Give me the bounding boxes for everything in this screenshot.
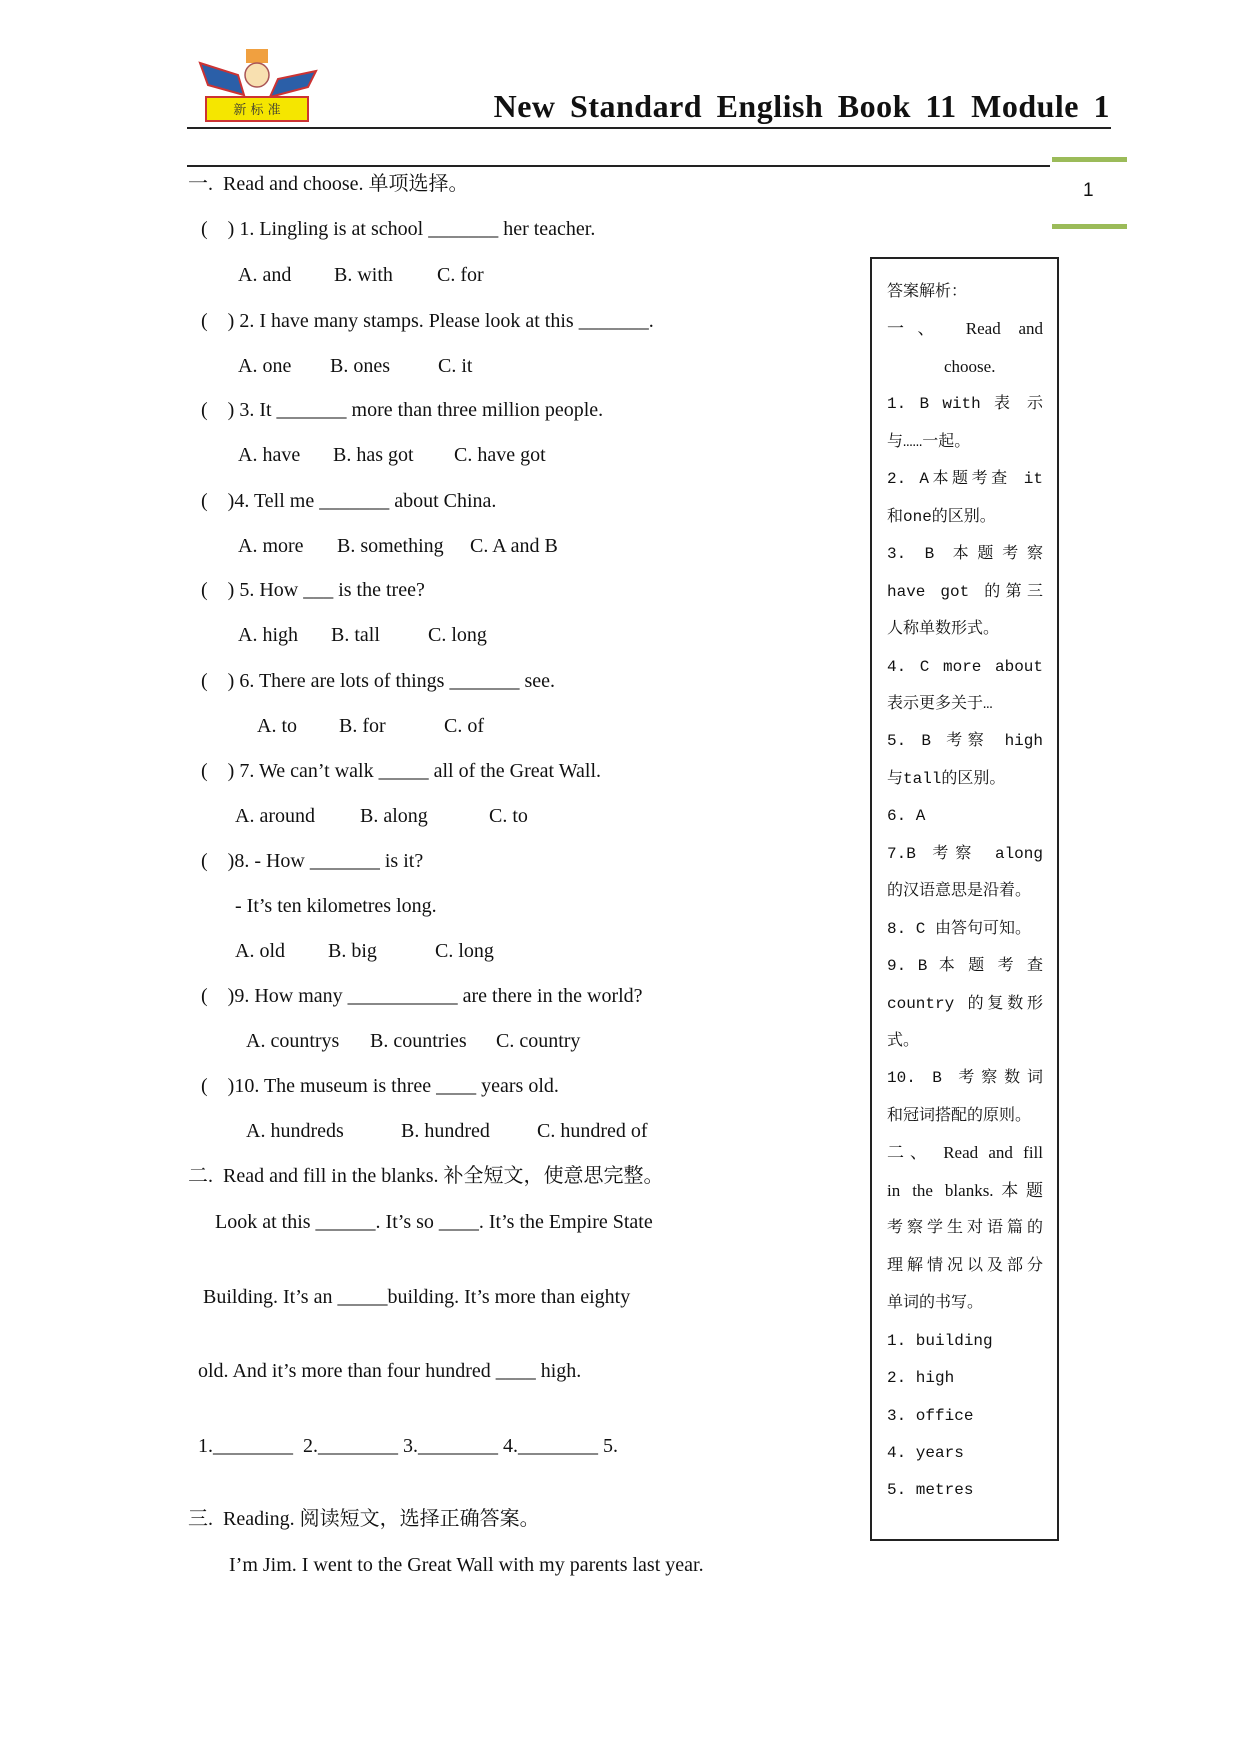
question-6-option-b: B. for bbox=[339, 715, 386, 737]
question-3-option-b: B. has got bbox=[333, 444, 414, 466]
answer-line: 和one的区别。 bbox=[887, 508, 996, 526]
answer-line: 单词的书写。 bbox=[887, 1294, 984, 1312]
question-9-option-a: A. countrys bbox=[246, 1030, 340, 1052]
question-8-option-b: B. big bbox=[328, 940, 377, 962]
passage-line: Look at this ______. It’s so ____. It’s the Empire State bbox=[215, 1211, 653, 1233]
question-1-option-c: C. for bbox=[437, 264, 484, 286]
header-divider bbox=[187, 127, 1111, 129]
answer-line: 4. years bbox=[887, 1444, 964, 1462]
answer-line: 答案解析： bbox=[887, 283, 968, 301]
answer-line: 一、 Read and bbox=[887, 319, 1043, 338]
question-9-option-c: C. country bbox=[496, 1030, 581, 1052]
answer-line: 二、 Read and fill bbox=[887, 1143, 1043, 1162]
question-3-option-c: C. have got bbox=[454, 444, 546, 466]
svg-text:新 标 准: 新 标 准 bbox=[233, 103, 281, 118]
page-marker-top bbox=[1052, 157, 1127, 162]
answer-line: 1. building bbox=[887, 1332, 993, 1350]
answer-line: choose. bbox=[944, 357, 996, 376]
answer-line: 与……一起。 bbox=[887, 433, 971, 451]
answer-line: 和冠词搭配的原则。 bbox=[887, 1107, 1032, 1125]
answer-blanks: 1.________ 2.________ 3.________ 4.________ 5. bbox=[198, 1435, 618, 1457]
answer-line: 5. metres bbox=[887, 1481, 974, 1499]
section-1-title: 一. Read and choose. 单项选择。 bbox=[188, 173, 469, 195]
question-5: ( ) 5. How ___ is the tree? bbox=[201, 579, 425, 601]
answer-line: 理解情况以及部分 bbox=[887, 1257, 1043, 1275]
question-3: ( ) 3. It _______ more than three million people. bbox=[201, 399, 604, 421]
question-8-answer-line: - It’s ten kilometres long. bbox=[235, 895, 437, 917]
logo-icon bbox=[198, 45, 318, 125]
question-10-option-b: B. hundred bbox=[401, 1120, 490, 1142]
question-10-option-c: C. hundred of bbox=[537, 1120, 648, 1142]
answer-line: 9. B 本 题 考 查 bbox=[887, 957, 1043, 975]
answer-line: 4. C more about bbox=[887, 658, 1043, 676]
answer-line: country 的复数形 bbox=[887, 995, 1043, 1013]
question-2-option-a: A. one bbox=[238, 355, 292, 377]
answer-line: 考察学生对语篇的 bbox=[887, 1219, 1043, 1237]
answer-line: 与tall的区别。 bbox=[887, 770, 1006, 788]
question-4-option-b: B. something bbox=[337, 535, 444, 557]
answer-line: 人称单数形式。 bbox=[887, 620, 1000, 638]
question-2-option-c: C. it bbox=[438, 355, 473, 377]
answer-line: 1. B with 表 示 bbox=[887, 395, 1043, 413]
answer-line: 8. C 由答句可知。 bbox=[887, 920, 1032, 938]
question-8-option-a: A. old bbox=[235, 940, 285, 962]
question-1-option-b: B. with bbox=[334, 264, 393, 286]
question-7-option-c: C. to bbox=[489, 805, 528, 827]
logo bbox=[198, 45, 318, 130]
question-9-option-b: B. countries bbox=[370, 1030, 467, 1052]
question-8: ( )8. - How _______ is it? bbox=[201, 850, 424, 872]
answer-line: 3. office bbox=[887, 1407, 974, 1425]
question-7-option-a: A. around bbox=[235, 805, 315, 827]
answer-line: 3. B 本题考察 bbox=[887, 545, 1043, 563]
question-4-option-c: C. A and B bbox=[470, 535, 558, 557]
answer-key-box bbox=[870, 257, 1059, 1541]
passage-line: Building. It’s an _____building. It’s more than eighty bbox=[203, 1286, 631, 1308]
page-marker-bottom bbox=[1052, 224, 1127, 229]
content-divider bbox=[187, 165, 1050, 167]
passage-line: old. And it’s more than four hundred ____ high. bbox=[198, 1360, 582, 1382]
question-3-option-a: A. have bbox=[238, 444, 301, 466]
answer-line: 的汉语意思是沿着。 bbox=[887, 882, 1032, 900]
question-5-option-b: B. tall bbox=[331, 624, 380, 646]
question-1: ( ) 1. Lingling is at school _______ her teacher. bbox=[201, 218, 596, 240]
answer-line: 式。 bbox=[887, 1032, 920, 1050]
question-5-option-c: C. long bbox=[428, 624, 487, 646]
question-2-option-b: B. ones bbox=[330, 355, 390, 377]
answer-line: 2. A本题考查 it bbox=[887, 470, 1043, 488]
question-10-option-a: A. hundreds bbox=[246, 1120, 344, 1142]
answer-line: 表示更多关于… bbox=[887, 695, 993, 713]
answer-line: 2. high bbox=[887, 1369, 955, 1387]
question-8-option-c: C. long bbox=[435, 940, 494, 962]
question-1-option-a: A. and bbox=[238, 264, 292, 286]
question-9: ( )9. How many ___________ are there in the world? bbox=[201, 985, 643, 1007]
page-number: 1 bbox=[1083, 180, 1094, 201]
question-4: ( )4. Tell me _______ about China. bbox=[201, 490, 497, 512]
question-4-option-a: A. more bbox=[238, 535, 304, 557]
answer-line: in the blanks.本题 bbox=[887, 1181, 1043, 1200]
reading-text: I’m Jim. I went to the Great Wall with my parents last year. bbox=[229, 1554, 704, 1576]
question-6-option-c: C. of bbox=[444, 715, 484, 737]
document-title: New Standard English Book 11 Module 1 bbox=[493, 88, 1110, 124]
question-7-option-b: B. along bbox=[360, 805, 428, 827]
answer-line: 10. B 考察数词 bbox=[887, 1069, 1043, 1087]
question-6: ( ) 6. There are lots of things _______ see. bbox=[201, 670, 555, 692]
question-5-option-a: A. high bbox=[238, 624, 298, 646]
answer-line: 7.B 考察 along bbox=[887, 845, 1043, 863]
question-2: ( ) 2. I have many stamps. Please look at this _______. bbox=[201, 310, 654, 332]
section-3-title: 三. Reading. 阅读短文，选择正确答案。 bbox=[188, 1508, 540, 1530]
answer-line: 6. A bbox=[887, 807, 926, 825]
question-10: ( )10. The museum is three ____ years old. bbox=[201, 1075, 559, 1097]
answer-line: have got 的第三 bbox=[887, 583, 1043, 601]
question-7: ( ) 7. We can’t walk _____ all of the Great Wall. bbox=[201, 760, 601, 782]
answer-line: 5. B 考察 high bbox=[887, 732, 1043, 750]
question-6-option-a: A. to bbox=[257, 715, 297, 737]
section-2-title: 二. Read and fill in the blanks. 补全短文，使意思完整。 bbox=[188, 1165, 664, 1187]
